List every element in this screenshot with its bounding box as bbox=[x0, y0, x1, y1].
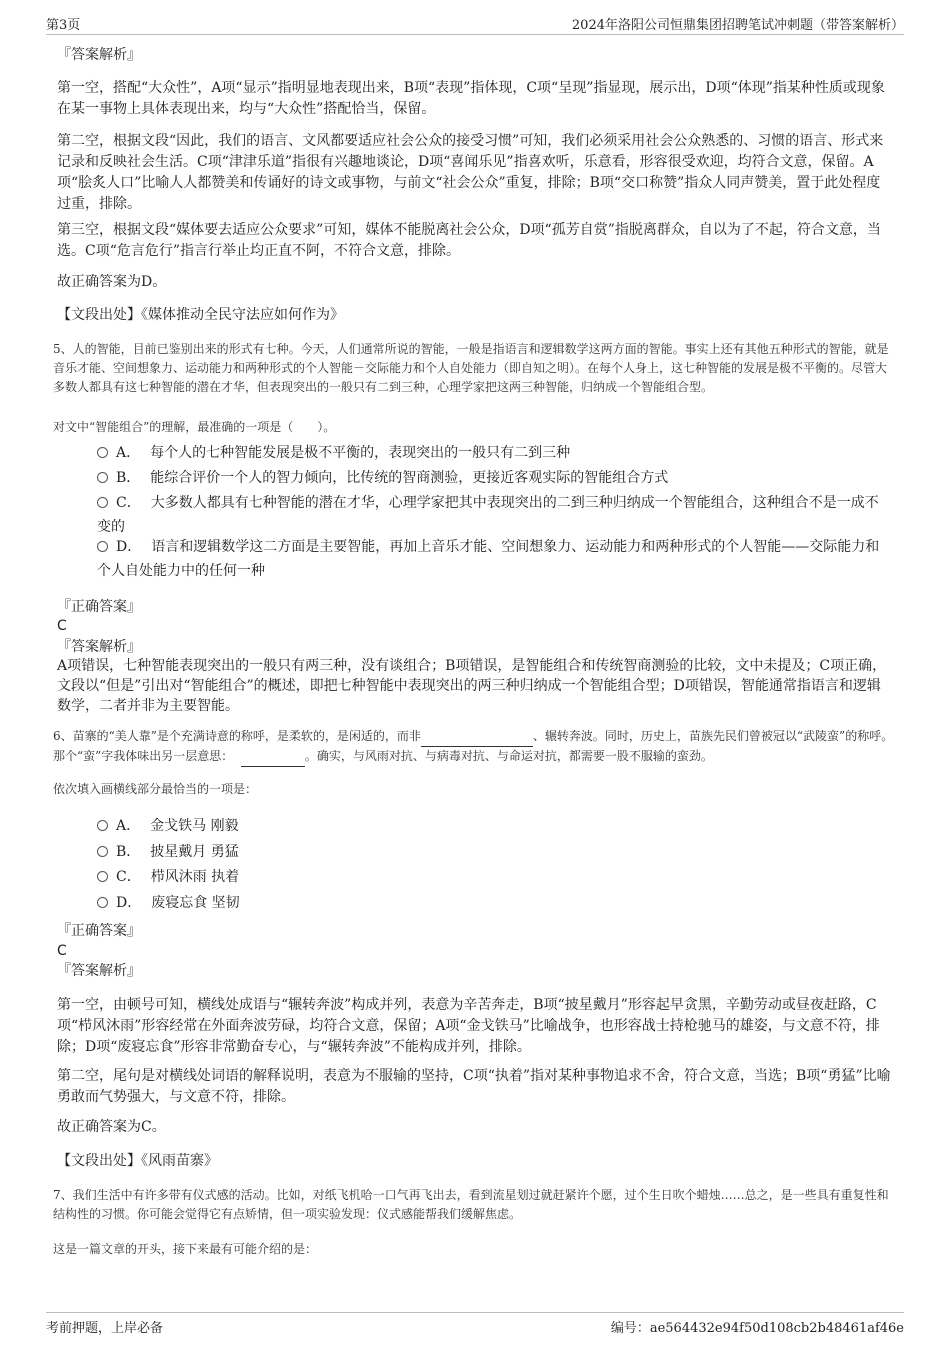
q5-stem: 5、人的智能，目前已鉴别出来的形式有七种。今天，人们通常所说的智能，一般是指语言和逻辑数学这两方面的智能。事实上还有其他五种形式的智能，就是音乐才能、空间想象力、运动能力和两种形式的个人智能－交际能力和个人自处能力（即自知之明）。在每个人身上，这七种智能的发展是极不平衡的。尽管大多数人都具有这七种智能的潜在才华，但表现突出的一般只有二到三种，心理学家把这两三种智能，归纳成一个智能组合型。 bbox=[53, 342, 889, 394]
q4-source-label: 【文段出处】 bbox=[57, 307, 141, 323]
radio-icon[interactable] bbox=[97, 497, 108, 508]
q5-answer-label: 『正确答案』 bbox=[57, 599, 141, 615]
q5-question: 对文中“智能组合”的理解，最准确的一项是（ ）。 bbox=[53, 420, 336, 434]
q5-answer: C bbox=[57, 618, 67, 634]
q6-stem: 6、苗寨的“美人靠”是个充满诗意的称呼，是柔软的，是闲适的，而非 、辗转奔波。同时，历史上，苗族先民们曾被冠以“武陵蛮”的称呼。那个“蛮”字我体味出另一层意思： 。确实，与风雨对抗、与病毒对抗、与命运对抗，都需要一股不服输的蛮劲。 bbox=[53, 727, 895, 767]
radio-icon[interactable] bbox=[97, 897, 108, 908]
q6-blank-1 bbox=[421, 727, 533, 747]
page-number: 第3页 bbox=[46, 18, 81, 33]
q5-analysis-label: 『答案解析』 bbox=[57, 639, 141, 655]
q5-option-d[interactable]: D． 语言和逻辑数学这二方面是主要智能，再加上音乐才能、空间想象力、运动能力和两种形式的个人智能——交际能力和个人自处能力中的任何一种 bbox=[97, 539, 880, 579]
document-id: 编号：ae564432e94f50d108cb2b48461af46e bbox=[610, 1321, 904, 1336]
q6-analysis-para1: 第一空，由顿号可知，横线处成语与“辗转奔波”构成并列，表意为辛苦奔走，B项“披星戴月”形容起早贪黑，辛勤劳动或昼夜赶路，C项“栉风沐雨”形容经常在外面奔波劳碌，均符合文意，保留；A项“金戈铁马”比喻战争，也形容战士持枪驰马的雄姿，与文意不符，排除；D项“废寝忘食”形容非常勤奋专心，与“辗转奔波”不能构成并列，排除。 bbox=[57, 997, 880, 1055]
footer-slogan: 考前押题，上岸必备 bbox=[46, 1321, 164, 1336]
q6-source bbox=[57, 1151, 893, 1172]
q5-analysis: A项错误，七种智能表现突出的一般只有两三种，没有谈组合；B项错误，是智能组合和传统智商测验的比较，文中未提及；C项正确，文段以“但是”引出对“智能组合”的概述，即把七种智能中表现突出的两三种归纳成一个智能组合型；D项错误，智能通常指语言和逻辑数学，二者并非为主要智能。 bbox=[57, 658, 887, 714]
q7-question: 这是一篇文章的开头，接下来最有可能介绍的是： bbox=[53, 1242, 318, 1256]
q6-option-c[interactable]: C． 栉风沐雨 执着 bbox=[97, 865, 887, 889]
q4-analysis-label: 『答案解析』 bbox=[57, 47, 141, 63]
q6-answer: C bbox=[57, 943, 67, 959]
radio-icon[interactable] bbox=[97, 820, 108, 831]
q6-analysis-para2: 第二空，尾句是对横线处词语的解释说明，表意为不服输的坚持，C项“执着”指对某种事物追求不舍，符合文意，当选；B项“勇猛”比喻勇敢而气势强大，与文意不符，排除。 bbox=[57, 1068, 891, 1105]
q6-conclusion: 故正确答案为C。 bbox=[57, 1119, 166, 1135]
radio-icon[interactable] bbox=[97, 846, 108, 857]
q6-option-b[interactable]: B． 披星戴月 勇猛 bbox=[97, 840, 887, 864]
q6-source-label: 【文段出处】 bbox=[57, 1153, 141, 1169]
radio-icon[interactable] bbox=[97, 871, 108, 882]
q6-answer-label: 『正确答案』 bbox=[57, 923, 141, 939]
q7-stem: 7、我们生活中有许多带有仪式感的活动。比如，对纸飞机哈一口气再飞出去，看到流星划过就赶紧许个愿，过个生日吹个蜡烛……总之，是一些具有重复性和结构性的习惯。你可能会觉得它有点矫情，但一项实验发现：仪式感能帮我们缓解焦虑。 bbox=[53, 1188, 889, 1221]
radio-icon[interactable] bbox=[97, 541, 108, 552]
q4-source bbox=[57, 305, 893, 326]
q6-source-title: 《风雨苗寨》 bbox=[141, 1153, 218, 1169]
radio-icon[interactable] bbox=[97, 447, 108, 458]
page-header bbox=[46, 14, 904, 35]
q4-analysis-para1: 第一空，搭配“大众性”，A项“显示”指明显地表现出来，B项“表现”指体现，C项“呈现”指显现，展示出，D项“体现”指某种性质或现象在某一事物上具体表现出来，均与“大众性”搭配恰当，保留。 bbox=[57, 80, 885, 117]
q4-analysis-para3: 第三空，根据文段“媒体要去适应公众要求”可知，媒体不能脱离社会公众，D项“孤芳自赏”指脱离群众，自以为了不起，符合文意，当选。C项“危言危行”指言行举止均正直不阿，不符合文意，排除。 bbox=[57, 222, 881, 259]
page-footer bbox=[46, 1312, 904, 1337]
q6-option-a[interactable]: A． 金戈铁马 刚毅 bbox=[97, 814, 887, 838]
document-title: 2024年洛阳公司恒鼎集团招聘笔试冲刺题（带答案解析） bbox=[571, 18, 904, 33]
q6-analysis-label: 『答案解析』 bbox=[57, 963, 141, 979]
q4-conclusion: 故正确答案为D。 bbox=[57, 274, 167, 290]
q6-option-d[interactable]: D． 废寝忘食 坚韧 bbox=[97, 891, 887, 915]
q5-option-c[interactable]: C． 大多数人都具有七种智能的潜在才华，心理学家把其中表现突出的二到三种归纳成一个智能组合，这种组合不是一成不变的 bbox=[97, 495, 879, 535]
q6-question: 依次填入画横线部分最恰当的一项是： bbox=[53, 782, 258, 796]
q4-source-title: 《媒体推动全民守法应如何作为》 bbox=[141, 307, 344, 323]
q4-analysis-para2: 第二空，根据文段“因此，我们的语言、文风都要适应社会公众的接受习惯”可知，我们必须采用社会公众熟悉的、习惯的语言、形式来记录和反映社会生活。C项“津津乐道”指很有兴趣地谈论，D项“喜闻乐见”指喜欢听，乐意看，形容很受欢迎，均符合文意，保留。A项“脍炙人口”比喻人人都赞美和传诵好的诗文或事物，与前文“社会公众”重复，排除；B项“交口称赞”指众人同声赞美，置于此处程度过重，排除。 bbox=[57, 133, 884, 212]
q6-blank-2 bbox=[241, 747, 305, 767]
radio-icon[interactable] bbox=[97, 472, 108, 483]
q5-option-b[interactable]: B． 能综合评价一个人的智力倾向，比传统的智商测验，更接近客观实际的智能组合方式 bbox=[97, 466, 887, 490]
q5-option-a[interactable]: A． 每个人的七种智能发展是极不平衡的，表现突出的一般只有二到三种 bbox=[97, 441, 887, 465]
